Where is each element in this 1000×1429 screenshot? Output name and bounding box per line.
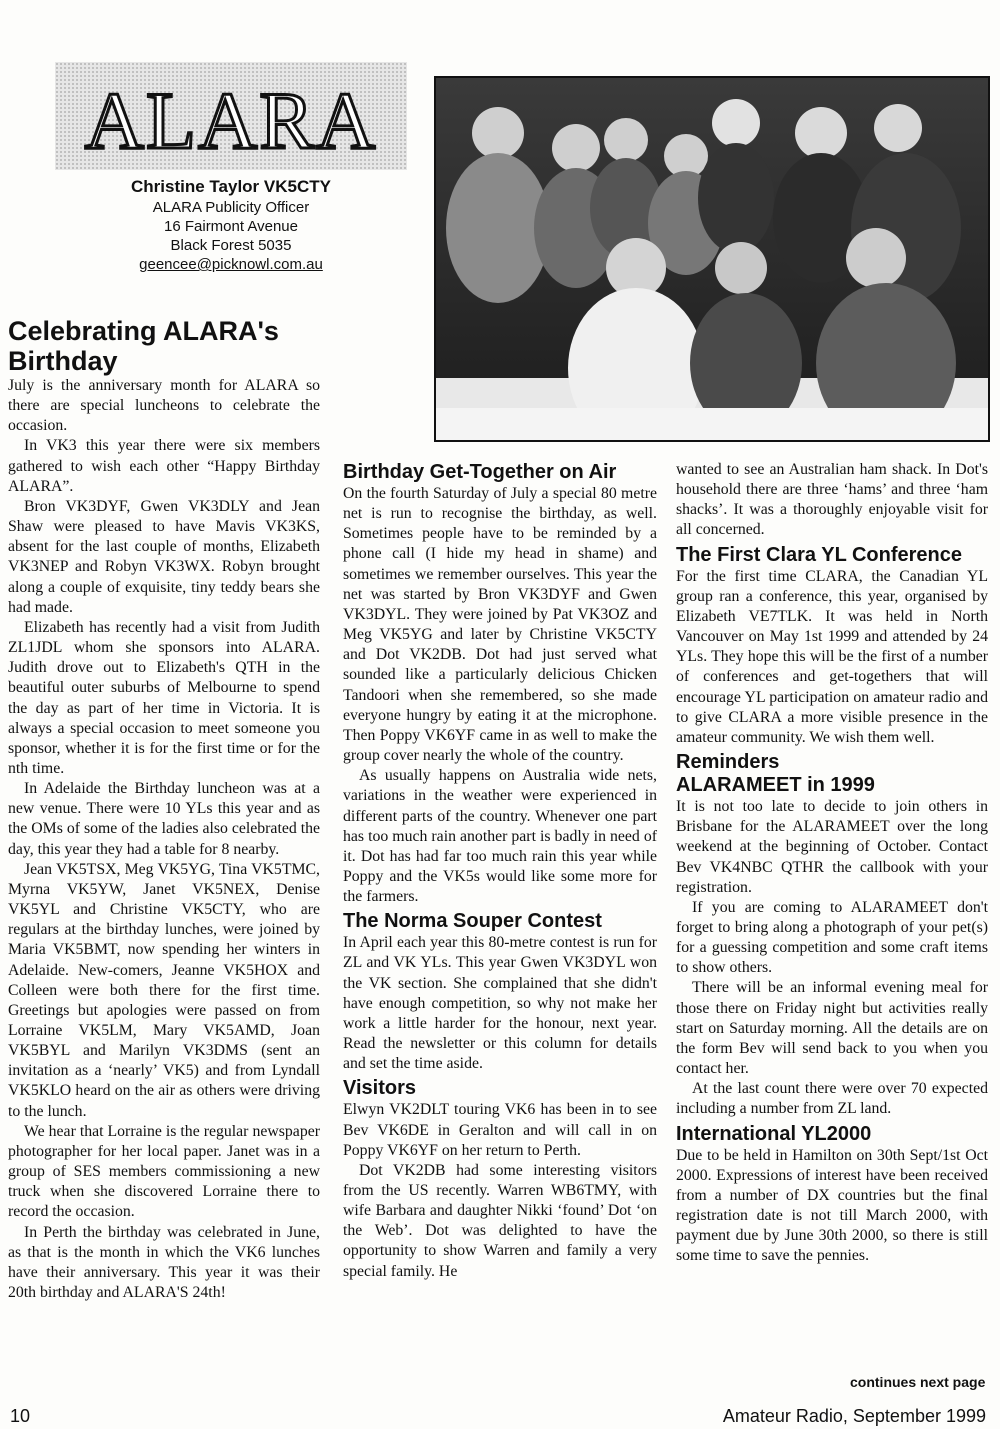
article-title-reminders <box>676 751 988 797</box>
paragraph: Elizabeth has recently had a visit from Judith ZL1JDL whom she sponsors into ALARA. Judith drove out to Elizabeth's QTH in the beautiful outer suburbs of Melbourne to spend the day as part of her time in Victoria. It is always a special occasion to meet someone you sponsor, whether it is for the first time or for the nth time. <box>8 618 320 777</box>
author-byline <box>55 176 407 274</box>
article-title-visitors: Visitors <box>343 1077 416 1100</box>
paragraph: Jean VK5TSX, Meg VK5YG, Tina VK5TMC, Myrna VK5YW, Janet VK5NEX, Denise VK5YL and Christine VK5CTY, who are regulars at the birthday lunches, were joined by Maria VK5BMT, now spending her winters in Adelaide. New-comers, Jeanne VK5HOX and Colleen were both there for the first time. Greetings but apologies were passed on from Lorraine VK5LM, Mary VK5AMD, Joan VK5BYL and Marilyn VK3DMS (sent an invitation as a ‘nearly’ VK5) and from Lyndall VK5KLO heard on the air as others were driving to the lunch. <box>8 860 320 1120</box>
paragraph: Dot VK2DB had some interesting visitors from the US recently. Warren WB6TMY, with wife Barbara and daughter Nikki ‘found’ Dot ‘on the Web’. Dot was delighted to have the opportunity to show Warren and family a very special family. He <box>343 1161 657 1280</box>
continues-next-page: continues next page <box>850 1374 986 1390</box>
paragraph: For the first time CLARA, the Canadian YL group ran a conference, this year, organised by Elizabeth VE7TLK. It was held in North Vancouver on May 1st 1999 and attended by 24 YLs. They hope this will be the first of a number of conferences and get-togethers that will encourage YL participation on amateur radio and to give CLARA a more visible presence in the amateur community. We wish them well. <box>676 567 988 746</box>
paragraph: If you are coming to ALARAMEET don't forget to bring along a photograph of your pet(s) for a guessing competition and some craft items to show others. <box>676 898 988 977</box>
publication-footer: Amateur Radio, September 1999 <box>722 1406 986 1426</box>
paragraph: We hear that Lorraine is the regular newspaper photographer for her local paper. Janet was in a group of SES members commissioning a new truck when she discovered Lorraine there to record the occasion. <box>8 1122 320 1221</box>
paragraph: It is not too late to decide to join others in Brisbane for the ALARAMEET over the long weekend at the beginning of October. Contact Bev VK4NBC QTHR the callbook with your registration. <box>676 798 988 896</box>
article-title-yl2000: International YL2000 <box>676 1122 872 1145</box>
group-photo <box>434 76 990 442</box>
page-number: 10 <box>10 1406 31 1426</box>
paragraph: In VK3 this year there were six members gathered to wish each other “Happy Birthday ALARA”. <box>8 437 320 495</box>
column-1 <box>8 316 320 1303</box>
author-email[interactable]: geencee@picknowl.com.au <box>139 256 323 273</box>
paragraph: Elwyn VK2DLT touring VK6 has been in to see Bev VK6DE in Geralton and will call in on Poppy VK6YF on her return to Perth. <box>343 1101 657 1159</box>
author-name: Christine Taylor VK5CTY <box>131 177 331 196</box>
author-address-line2: Black Forest 5035 <box>170 237 292 254</box>
paragraph: July is the anniversary month for ALARA so there are special luncheons to celebrate the occasion. <box>8 377 320 435</box>
column-3 <box>676 460 988 1266</box>
paragraph: At the last count there were over 70 expected including a number from ZL land. <box>676 1080 988 1118</box>
group-photo-icon <box>436 78 988 440</box>
paragraph-continuation: wanted to see an Australian ham shack. In Dot's household there are three ‘hams’ and three ‘ham shacks’. It was a thoroughly enjoyable visit for all concerned. <box>676 461 988 539</box>
article-title-norma-souper: The Norma Souper Contest <box>343 910 602 933</box>
paragraph: In Perth the birthday was celebrated in June, as that is the month in which the VK6 lunches have their anniversary. This year it was their 20th birthday and ALARA'S 24th! <box>8 1223 320 1302</box>
author-role: ALARA Publicity Officer <box>152 199 310 216</box>
column-2 <box>343 458 657 1282</box>
title-line: Reminders <box>676 751 780 774</box>
paragraph: In April each year this 80-metre contest is run for ZL and VK YLs. This year Gwen VK3DYL won the VK section. She complained that she didn't have enough competition, so why not make her work a little harder for the honour, next year. Read the newsletter or this column for details and set the time aside. <box>343 934 657 1073</box>
author-address-line1: 16 Fairmont Avenue <box>164 218 298 235</box>
paragraph: Bron VK3DYF, Gwen VK3DLY and Jean Shaw were pleased to have Mavis VK3KS, absent for the last couple of months, Elizabeth VK3NEP and Robyn VK3WX. Robyn brought along a couple of exquisite, tiny teddy bears she had made. <box>8 497 320 616</box>
paragraph: On the fourth Saturday of July a special 80 metre net is run to recognise the birthday, as well. Sometimes people have to be reminded by a phone call (I hide my head in shame) and sometimes we remember ourselves. This year the net was started by Bron VK3DYF and Gwen VK3DYL. They were joined by Pat VK3OZ and Meg VK5YG and later by Christine VK5CTY and Dot VK2DB. Dot had just served what sounded like a particularly delicious Chicken Tandoori when she remembered, so she made everyone hungry by eating it at the microphone. Then Poppy VK6YF came in as well to make the group cover nearly the whole of the country. <box>343 485 657 765</box>
paragraph: Due to be held in Hamilton on 30th Sept/1st Oct 2000. Expressions of interest have been received from a number of DX countries but the final registration date is not till March 2000, with payment due by June 30th 2000, so there is still some time to save the pennies. <box>676 1146 988 1265</box>
article-title-celebrating: Celebrating ALARA's Birthday <box>8 316 279 376</box>
logo-text: ALARA <box>84 75 378 166</box>
paragraph: As usually happens on Australia wide nets, variations in the weather were experienced in different parts of the country. Whenever one part has too much rain another part is badly in need of it. Dot has had far too much rain this year while Poppy and the VK5s would like some more for the farmers. <box>343 767 657 906</box>
alara-logo <box>55 62 407 170</box>
article-title-clara: The First Clara YL Conference <box>676 543 963 566</box>
article-title-get-together: Birthday Get-Together on Air <box>343 461 617 483</box>
title-line: ALARAMEET in 1999 <box>676 774 875 797</box>
paragraph: There will be an informal evening meal for those there on Friday night but activities really start on Saturday morning. All the details are on the form Bev will send back to you when you contact her. <box>676 979 988 1078</box>
paragraph: In Adelaide the Birthday luncheon was at a new venue. There were 10 YLs this year and as the OMs of some of the ladies also celebrated the day, this year they had a table for 8 nearby. <box>8 780 320 858</box>
